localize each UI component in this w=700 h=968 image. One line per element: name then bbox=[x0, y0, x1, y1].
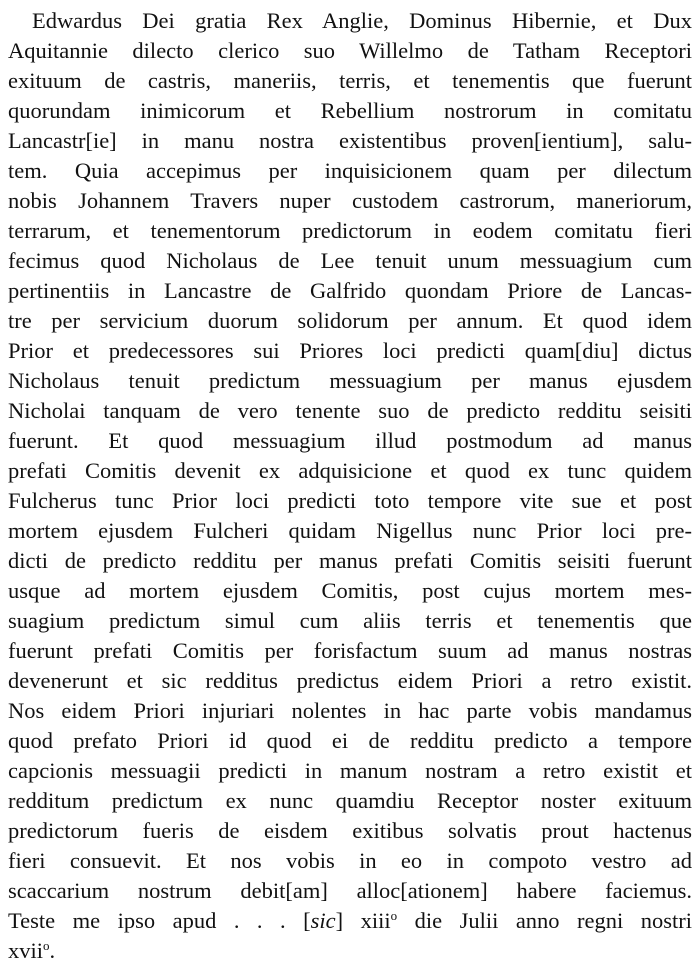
text-line: mortem ejusdem Fulcheri quidam Nigellus nunc Prior loci pre- bbox=[8, 518, 692, 543]
teste-rest: die Julii anno regni nostri bbox=[397, 908, 693, 933]
teste-line bbox=[8, 906, 692, 936]
text-line: redditum predictum ex nunc quamdiu Receptor noster exituum bbox=[8, 788, 692, 813]
teste-text: Teste me ipso apud . . . [ bbox=[8, 908, 311, 933]
text-line: dicti de predicto redditu per manus prefati Comitis seisiti fuerunt bbox=[8, 548, 692, 573]
text-line: pertinentiis in Lancastre de Galfrido quondam Priore de Lancas- bbox=[8, 278, 692, 303]
text-line: Prior et predecessores sui Priores loci predicti quam[diu] dictus bbox=[8, 338, 692, 363]
text-line: tre per servicium duorum solidorum per annum. Et quod idem bbox=[8, 308, 692, 333]
text-line: Nicholai tanquam de vero tenente suo de predicto redditu seisiti bbox=[8, 398, 692, 423]
text-line: fieri consuevit. Et nos vobis in eo in compoto vestro ad bbox=[8, 848, 692, 873]
text-line: fecimus quod Nicholaus de Lee tenuit unum messuagium cum bbox=[8, 248, 692, 273]
ordinal-superscript: o bbox=[43, 938, 50, 953]
final-period: . bbox=[49, 938, 56, 963]
text-line: capcionis messuagii predicti in manum nostram a retro existit et bbox=[8, 758, 692, 783]
text-line: quorundam inimicorum et Rebellium nostrorum in comitatu bbox=[8, 98, 692, 123]
final-line bbox=[8, 936, 692, 966]
teste-day: ] xiii bbox=[335, 908, 391, 933]
text-line: fuerunt prefati Comitis per forisfactum suum ad manus nostras bbox=[8, 638, 692, 663]
text-line: nobis Johannem Travers nuper custodem castrorum, maneriorum, bbox=[8, 188, 692, 213]
text-line: exituum de castris, maneriis, terris, et tenementis que fuerunt bbox=[8, 68, 692, 93]
text-line: Fulcherus tunc Prior loci predicti toto tempore vite sue et post bbox=[8, 488, 692, 513]
text-line: suagium predictum simul cum aliis terris et tenementis que bbox=[8, 608, 692, 633]
text-line: predictorum fueris de eisdem exitibus solvatis prout hactenus bbox=[8, 818, 692, 843]
regnal-year: xvii bbox=[8, 938, 44, 963]
text-line: prefati Comitis devenit ex adquisicione et quod ex tunc quidem bbox=[8, 458, 692, 483]
text-line: quod prefato Priori id quod ei de redditu predicto a tempore bbox=[8, 728, 692, 753]
document-page bbox=[8, 6, 692, 966]
text-line: Aquitannie dilecto clerico suo Willelmo de Tatham Receptori bbox=[8, 38, 692, 63]
text-line: tem. Quia accepimus per inquisicionem quam per dilectum bbox=[8, 158, 692, 183]
text-line: Nos eidem Priori injuriari nolentes in hac parte vobis mandamus bbox=[8, 698, 692, 723]
text-line: fuerunt. Et quod messuagium illud postmodum ad manus bbox=[8, 428, 692, 453]
text-line: terrarum, et tenementorum predictorum in eodem comitatu fieri bbox=[8, 218, 692, 243]
text-line: usque ad mortem ejusdem Comitis, post cujus mortem mes- bbox=[8, 578, 692, 603]
text-line: devenerunt et sic redditus predictus eidem Priori a retro existit. bbox=[8, 668, 692, 693]
text-line: Nicholaus tenuit predictum messuagium per manus ejusdem bbox=[8, 368, 692, 393]
text-line: scaccarium nostrum debit[am] alloc[ationem] habere faciemus. bbox=[8, 878, 692, 903]
text-line: Lancastr[ie] in manu nostra existentibus proven[ientium], salu- bbox=[8, 128, 692, 153]
text-line: Edwardus Dei gratia Rex Anglie, Dominus Hibernie, et Dux bbox=[32, 8, 692, 33]
ordinal-superscript: o bbox=[390, 908, 398, 923]
sic-annotation: sic bbox=[310, 908, 336, 933]
